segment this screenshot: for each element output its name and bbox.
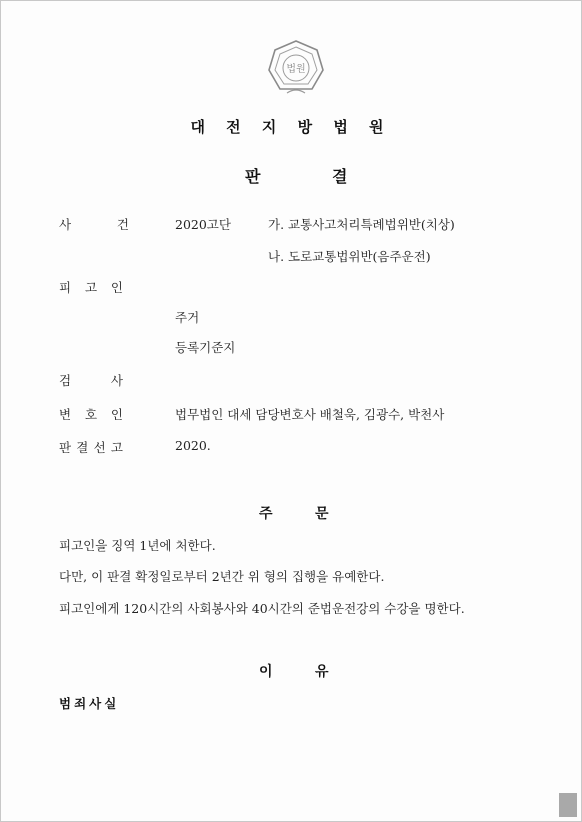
address-label: 주거 <box>175 310 200 325</box>
document-title-char-2: 결 <box>332 167 348 186</box>
court-name: 대 전 지 방 법 원 <box>190 118 392 136</box>
reasons-heading-char-2: 유 <box>315 664 329 680</box>
case-number: 2020고단 <box>175 217 231 232</box>
scroll-handle[interactable] <box>559 793 577 817</box>
order-paragraph-2: 다만, 이 판결 확정일로부터 2년간 위 형의 집행을 유예한다. <box>59 569 385 584</box>
order-heading-char-2: 문 <box>315 506 329 522</box>
defendant-label: 피 고 인 <box>59 280 123 295</box>
document-title-char-1: 판 <box>245 167 261 186</box>
order-heading-char-1: 주 <box>259 506 273 522</box>
crime-facts-heading: 범죄사실 <box>59 696 120 711</box>
verdict-date-label: 판 결 선 고 <box>59 440 123 455</box>
order-paragraph-1: 피고인을 징역 1년에 처한다. <box>59 538 216 553</box>
court-seal-icon <box>265 37 327 99</box>
case-item-2: 나. 도로교통법위반(음주운전) <box>268 249 431 264</box>
verdict-date-value: 2020. <box>175 438 211 453</box>
order-paragraph-3: 피고인에게 120시간의 사회봉사와 40시간의 준법운전강의 수강을 명한다. <box>59 601 465 616</box>
case-label: 사 건 <box>59 217 129 232</box>
seal-text: 법원 <box>286 64 306 75</box>
prosecutor-label: 검 사 <box>59 373 123 388</box>
reasons-heading-char-1: 이 <box>259 664 273 680</box>
counsel-value: 법무법인 대세 담당변호사 배철욱, 김광수, 박천사 <box>175 407 445 422</box>
case-item-1: 가. 교통사고처리특례법위반(치상) <box>268 217 455 232</box>
registry-label: 등록기준지 <box>175 340 236 355</box>
counsel-label: 변 호 인 <box>59 407 123 422</box>
